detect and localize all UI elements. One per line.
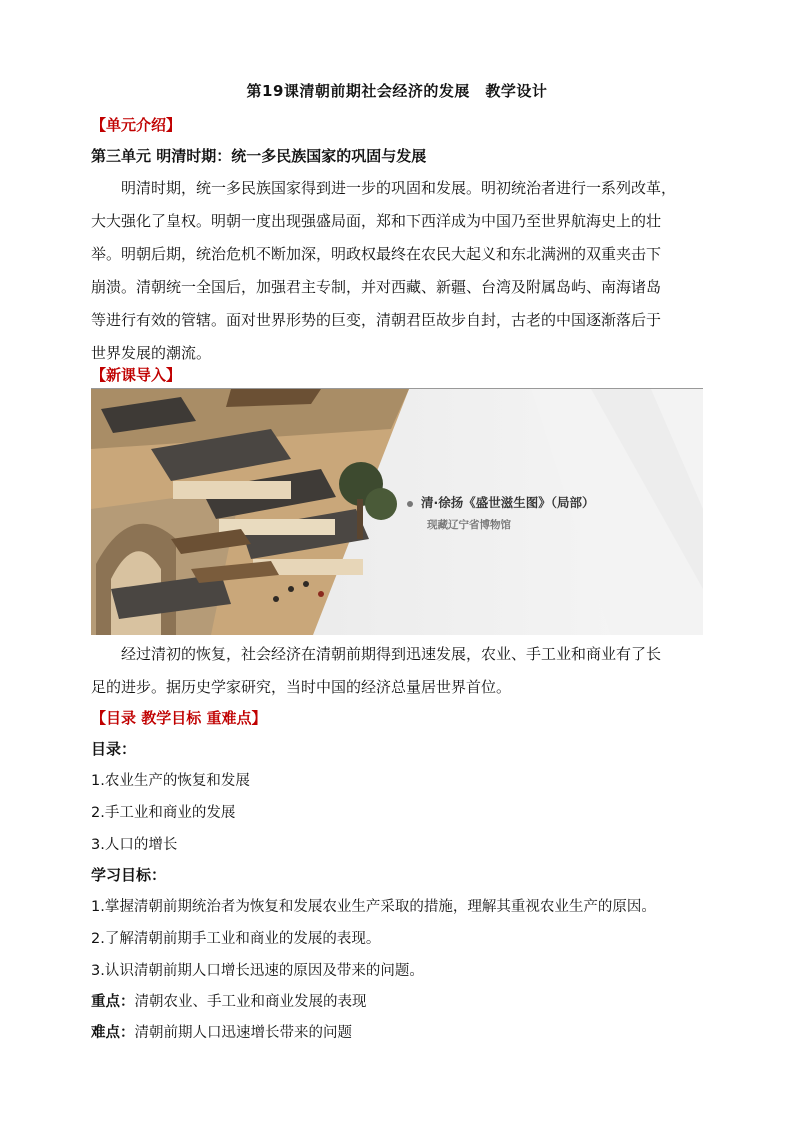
unit-paragraph bbox=[91, 172, 703, 370]
bullet-dot-icon bbox=[407, 501, 413, 507]
painting-figure bbox=[91, 388, 703, 635]
paragraph-line: 经过清初的恢复，社会经济在清朝前期得到迅速发展，农业、手工业和商业有了长 bbox=[121, 645, 662, 663]
paragraph-line: 足的进步。据历史学家研究，当时中国的经济总量居世界首位。 bbox=[91, 678, 512, 696]
key-point-text: 清朝农业、手工业和商业发展的表现 bbox=[134, 994, 367, 1010]
section-unit-intro: 【单元介绍】 bbox=[91, 116, 182, 134]
paragraph-line: 崩溃。清朝统一全国后，加强君主专制，并对西藏、新疆、台湾及附属岛屿、南海诸岛 bbox=[91, 278, 662, 296]
catalog-item: 1.农业生产的恢复和发展 bbox=[91, 773, 250, 789]
section-new-lesson: 【新课导入】 bbox=[91, 366, 182, 384]
paragraph-line: 明清时期，统一多民族国家得到进一步的巩固和发展。明初统治者进行一系列改革， bbox=[121, 179, 677, 197]
goal-item: 1.掌握清朝前期统治者为恢复和发展农业生产采取的措施，理解其重视农业生产的原因。 bbox=[91, 899, 656, 915]
catalog-label: 目录： bbox=[91, 740, 137, 758]
goal-item: 2.了解清朝前期手工业和商业的发展的表现。 bbox=[91, 931, 381, 947]
figure-caption: 清·徐扬《盛世滋生图》（局部） bbox=[407, 493, 595, 511]
paragraph-line: 大大强化了皇权。明朝一度出现强盛局面，郑和下西洋成为中国乃至世界航海史上的壮 bbox=[91, 212, 662, 230]
intro-paragraph bbox=[91, 638, 703, 704]
catalog-item: 3.人口的增长 bbox=[91, 837, 178, 853]
section-catalog-goals: 【目录 教学目标 重难点】 bbox=[91, 709, 267, 727]
goals-label: 学习目标： bbox=[91, 866, 167, 884]
catalog-item: 2.手工业和商业的发展 bbox=[91, 805, 236, 821]
difficult-point bbox=[91, 1021, 352, 1042]
unit-heading: 第三单元 明清时期：统一多民族国家的巩固与发展 bbox=[91, 147, 427, 165]
difficult-point-text: 清朝前期人口迅速增长带来的问题 bbox=[134, 1025, 352, 1041]
paragraph-line: 举。明朝后期，统治危机不断加深，明政权最终在农民大起义和东北满洲的双重夹击下 bbox=[91, 245, 662, 263]
paragraph-line: 世界发展的潮流。 bbox=[91, 344, 212, 362]
paragraph-line: 等进行有效的管辖。面对世界形势的巨变，清朝君臣故步自封，古老的中国逐渐落后于 bbox=[91, 311, 662, 329]
key-point bbox=[91, 990, 367, 1011]
goal-item: 3.认识清朝前期人口增长迅速的原因及带来的问题。 bbox=[91, 963, 424, 979]
painting-illustration bbox=[91, 389, 703, 635]
difficult-point-label: 难点： bbox=[91, 1025, 135, 1041]
figure-caption-sub: 现藏辽宁省博物馆 bbox=[427, 519, 511, 531]
document-title: 第19课清朝前期社会经济的发展 教学设计 bbox=[246, 82, 548, 100]
key-point-label: 重点： bbox=[91, 994, 135, 1010]
